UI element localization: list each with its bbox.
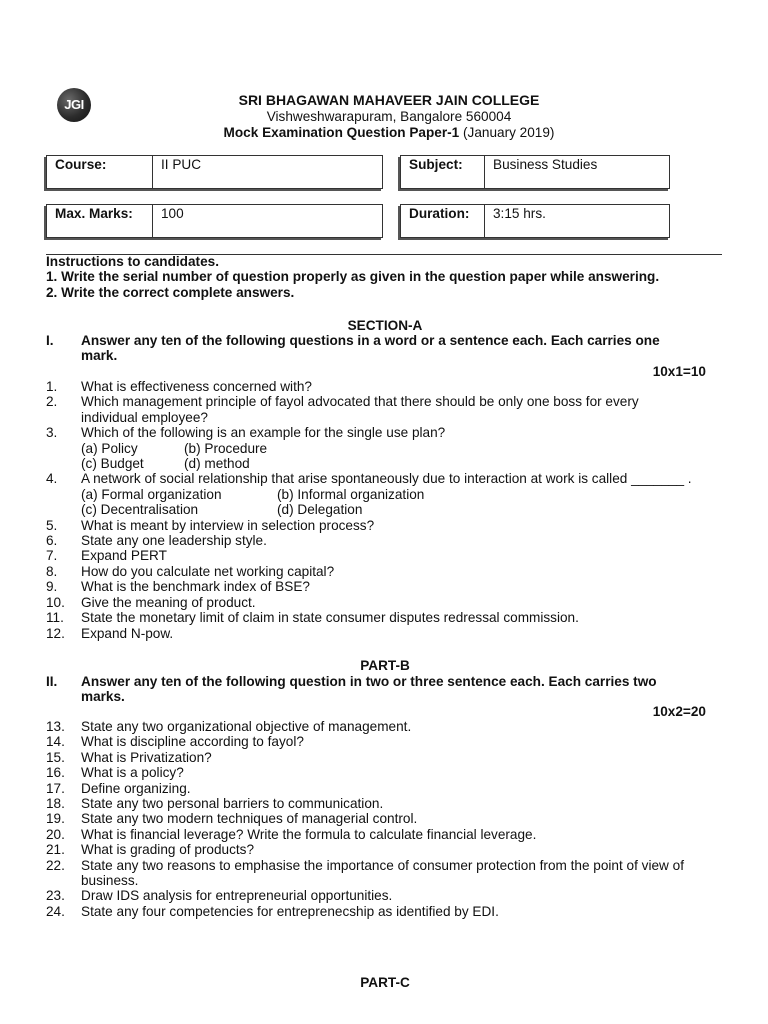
question-text: What is discipline according to fayol? <box>81 734 304 750</box>
question-5 <box>46 518 736 533</box>
course-label: Course: <box>47 156 153 188</box>
question-text: State any two organizational objective of management. <box>81 719 412 734</box>
duration-box <box>400 204 670 238</box>
section-a-heading <box>46 333 696 364</box>
question-11 <box>46 610 736 625</box>
question-number: 4. <box>46 471 58 487</box>
option-c: (c) Decentralisation <box>81 502 199 518</box>
question-number: 21. <box>46 842 65 858</box>
subject-label: Subject: <box>401 156 485 188</box>
question-1 <box>46 379 736 394</box>
question-body <box>81 425 736 471</box>
question-17 <box>46 781 736 796</box>
question-number: 2. <box>46 394 58 410</box>
part-b-heading <box>46 674 696 705</box>
max-marks-value: 100 <box>161 206 184 221</box>
option-d: (d) method <box>184 456 250 472</box>
question-text: Draw IDS analysis for entrepreneurial opportunities. <box>81 888 393 904</box>
max-marks-box <box>46 204 383 238</box>
option-b: (b) Informal organization <box>277 486 425 502</box>
question-13 <box>46 719 736 734</box>
subject-box <box>400 155 670 189</box>
question-number: 1. <box>46 379 58 394</box>
option-a: (a) Formal organization <box>81 486 222 502</box>
question-3 <box>46 425 736 471</box>
question-number: 17. <box>46 780 65 796</box>
question-text: Expand PERT <box>81 548 167 564</box>
max-marks-label: Max. Marks: <box>47 205 153 237</box>
question-number: 15. <box>46 749 65 765</box>
question-number: 11. <box>46 610 64 626</box>
instruction-item: 2. Write the correct complete answers. <box>46 284 295 300</box>
question-number: 20. <box>46 826 65 842</box>
question-14 <box>46 734 736 749</box>
option-b: (b) Procedure <box>184 440 268 456</box>
question-number: 16. <box>46 765 65 781</box>
question-24 <box>46 904 736 919</box>
section-a-title: SECTION-A <box>347 318 423 333</box>
question-text: What is financial leverage? Write the formula to calculate financial leverage. <box>81 826 537 842</box>
course-box <box>46 155 383 189</box>
college-name: SRI BHAGAWAN MAHAVEER JAIN COLLEGE <box>238 92 540 108</box>
part-c-title: PART-C <box>360 975 410 990</box>
question-text: Which management principle of fayol advocated that there should be only one boss for every individual employee? <box>81 394 639 425</box>
question-number: 13. <box>46 719 65 734</box>
section-a-marks: 10x1=10 <box>652 364 706 379</box>
question-number: 6. <box>46 533 58 549</box>
duration-label: Duration: <box>401 205 485 237</box>
question-number: 24. <box>46 903 65 919</box>
question-text: State any two modern techniques of managerial control. <box>81 811 418 827</box>
course-value: II PUC <box>161 157 202 172</box>
question-2 <box>46 394 736 425</box>
question-number: 7. <box>46 548 58 564</box>
question-7 <box>46 548 736 563</box>
part-b-questions <box>46 719 736 919</box>
question-6 <box>46 533 736 548</box>
question-text: State any two reasons to emphasise the importance of consumer protection from the point of view of business. <box>81 857 684 889</box>
question-19 <box>46 811 736 826</box>
question-text: Which of the following is an example for the single use plan? <box>81 425 446 441</box>
question-number: 12. <box>46 625 65 641</box>
question-text: A network of social relationship that arise spontaneously due to interaction at work is called _______ . <box>81 471 692 487</box>
question-21 <box>46 842 736 857</box>
question-text: State the monetary limit of claim in state consumer disputes redressal commission. <box>81 610 579 626</box>
question-options <box>81 441 736 472</box>
instructions <box>46 254 736 300</box>
question-16 <box>46 765 736 780</box>
section-a-instruction: Answer any ten of the following questions in a word or a sentence each. Each carries one mark. <box>81 333 660 364</box>
part-b-marks: 10x2=20 <box>652 704 706 719</box>
question-number: 23. <box>46 888 65 904</box>
question-text: What is effectiveness concerned with? <box>81 379 312 394</box>
question-number: 14. <box>46 734 65 750</box>
option-d: (d) Delegation <box>277 502 363 518</box>
college-address: Vishweshwarapuram, Bangalore 560004 <box>266 109 512 124</box>
instructions-heading: Instructions to candidates. <box>46 254 219 269</box>
part-b-instruction: Answer any ten of the following question in two or three sentence each. Each carries two marks. <box>81 674 657 705</box>
exam-date: (January 2019) <box>459 125 555 140</box>
duration-value: 3:15 hrs. <box>493 206 546 221</box>
question-text: State any one leadership style. <box>81 533 267 549</box>
question-number: 3. <box>46 425 58 441</box>
question-18 <box>46 796 736 811</box>
question-options <box>81 487 736 518</box>
question-text: What is a policy? <box>81 765 184 781</box>
question-22 <box>46 858 736 889</box>
option-a: (a) Policy <box>81 440 138 456</box>
question-text: Give the meaning of product. <box>81 594 256 610</box>
question-number: 19. <box>46 811 65 827</box>
question-text: State any two personal barriers to communication. <box>81 796 384 812</box>
question-10 <box>46 595 736 610</box>
question-text: What is meant by interview in selection process? <box>81 517 375 533</box>
question-number: 10. <box>46 594 65 610</box>
exam-title <box>0 125 768 140</box>
college-logo: JGI <box>57 88 91 122</box>
instruction-item: 1. Write the serial number of question properly as given in the question paper while answering. <box>46 269 660 285</box>
question-text: What is Privatization? <box>81 749 212 765</box>
question-number: 5. <box>46 517 58 533</box>
question-number: 8. <box>46 563 58 579</box>
exam-name: Mock Examination Question Paper-1 <box>223 125 460 140</box>
question-number: 9. <box>46 579 58 595</box>
question-text: What is grading of products? <box>81 842 255 858</box>
question-text: State any four competencies for entreprenecship as identified by EDI. <box>81 903 499 919</box>
option-c: (c) Budget <box>81 456 144 472</box>
question-text: What is the benchmark index of BSE? <box>81 579 310 595</box>
question-4 <box>46 471 736 517</box>
part-b-roman: II. <box>46 674 58 689</box>
part-b-title: PART-B <box>360 658 410 673</box>
section-a-questions <box>46 379 736 641</box>
question-8 <box>46 564 736 579</box>
question-number: 22. <box>46 857 65 873</box>
question-body <box>81 471 736 517</box>
question-23 <box>46 888 736 903</box>
question-20 <box>46 827 736 842</box>
question-number: 18. <box>46 796 65 812</box>
question-text: Expand N-pow. <box>81 625 174 641</box>
subject-value: Business Studies <box>493 157 598 172</box>
question-15 <box>46 750 736 765</box>
question-9 <box>46 579 736 594</box>
question-text: Define organizing. <box>81 780 191 796</box>
question-text: How do you calculate net working capital? <box>81 563 335 579</box>
question-12 <box>46 626 736 641</box>
section-a-roman: I. <box>46 333 54 348</box>
